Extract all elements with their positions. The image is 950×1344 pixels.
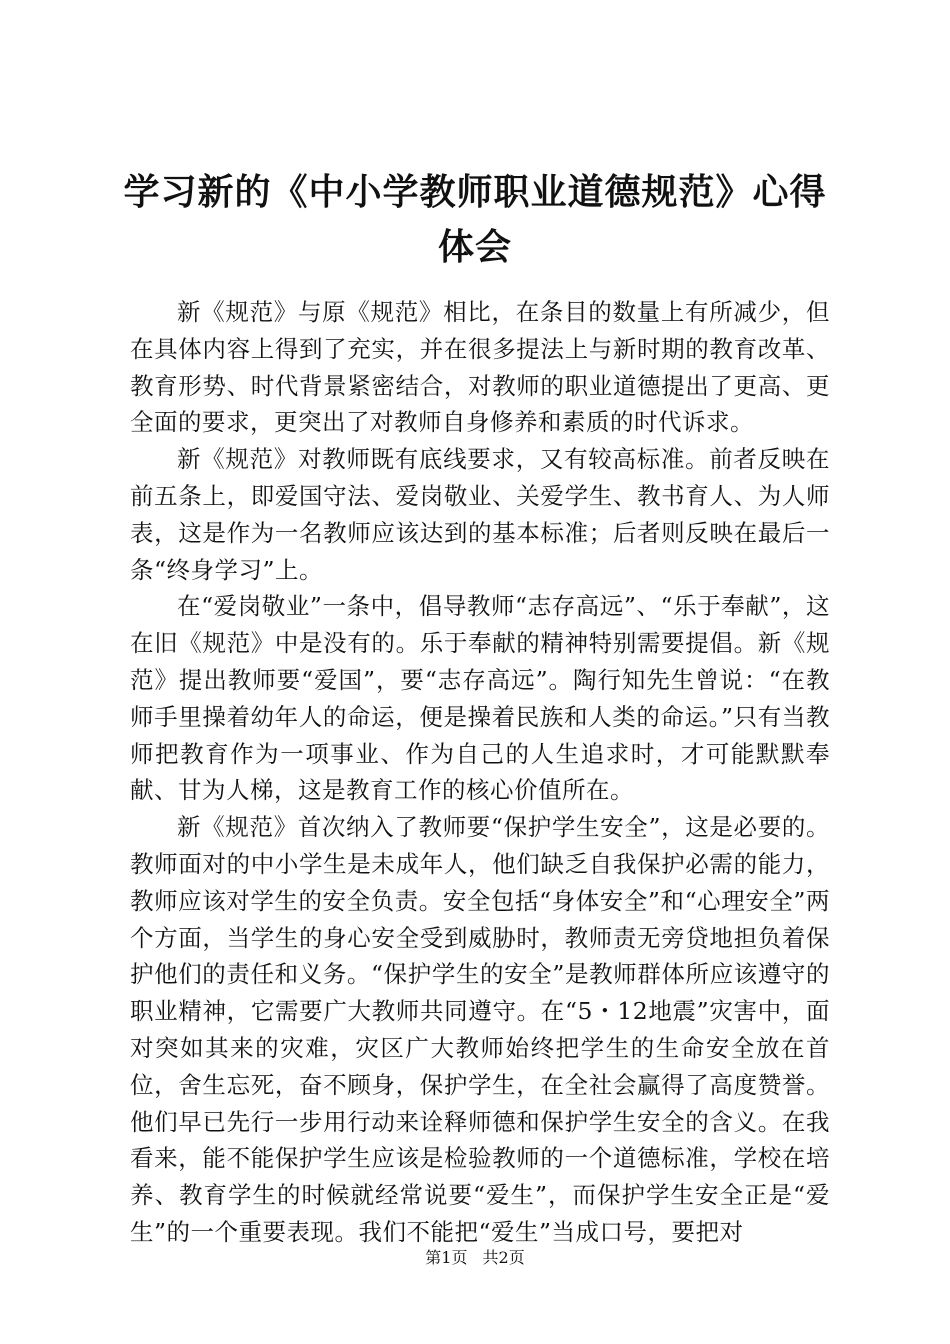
page-footer [0,1248,950,1268]
document-body [130,294,830,1251]
page-total: 共2页 [482,1248,525,1267]
paragraph: 新《规范》首次纳入了教师要“保护学生安全”，这是必要的。教师面对的中小学生是未成年人，他们缺乏自我保护必需的能力，教师应该对学生的安全负责。安全包括“身体安全”和“心理安全”两个方面，当学生的身心安全受到威胁时，教师责无旁贷地担负着保护他们的责任和义务。“保护学生的安全”是教师群体所应该遵守的职业精神，它需要广大教师共同遵守。在“5・12地震”灾害中，面对突如其来的灾难，灾区广大教师始终把学生的生命安全放在首位，舍生忘死，奋不顾身，保护学生，在全社会赢得了高度赞誉。他们早已先行一步用行动来诠释师德和保护学生安全的含义。在我看来，能不能保护学生应该是检验教师的一个道德标准，学校在培养、教育学生的时候就经常说要“爱生”，而保护学生安全正是“爱生”的一个重要表现。我们不能把“爱生”当成口号，要把对 [130,813,830,1246]
page-number: 第1页 [425,1248,468,1267]
paragraph: 在“爱岗敬业”一条中，倡导教师“志存高远”、“乐于奉献”，这在旧《规范》中是没有的。乐于奉献的精神特别需要提倡。新《规范》提出教师要“爱国”，要“志存高远”。陶行知先生曾说：“在教师手里操着幼年人的命运，便是操着民族和人类的命运。”只有当教师把教育作为一项事业、作为自己的人生追求时，才可能默默奉献、甘为人梯，这是教育工作的核心价值所在。 [130,592,830,805]
document-title: 学习新的《中小学教师职业道德规范》心得体会 [123,171,827,268]
paragraph: 新《规范》对教师既有底线要求，又有较高标准。前者反映在前五条上，即爱国守法、爱岗敬业、关爱学生、教书育人、为人师表，这是作为一名教师应该达到的基本标准；后者则反映在最后一条“终身学习”上。 [130,445,830,584]
paragraph: 新《规范》与原《规范》相比，在条目的数量上有所减少，但在具体内容上得到了充实，并在很多提法上与新时期的教育改革、教育形势、时代背景紧密结合，对教师的职业道德提出了更高、更全面的要求，更突出了对教师自身修养和素质的时代诉求。 [130,298,830,437]
